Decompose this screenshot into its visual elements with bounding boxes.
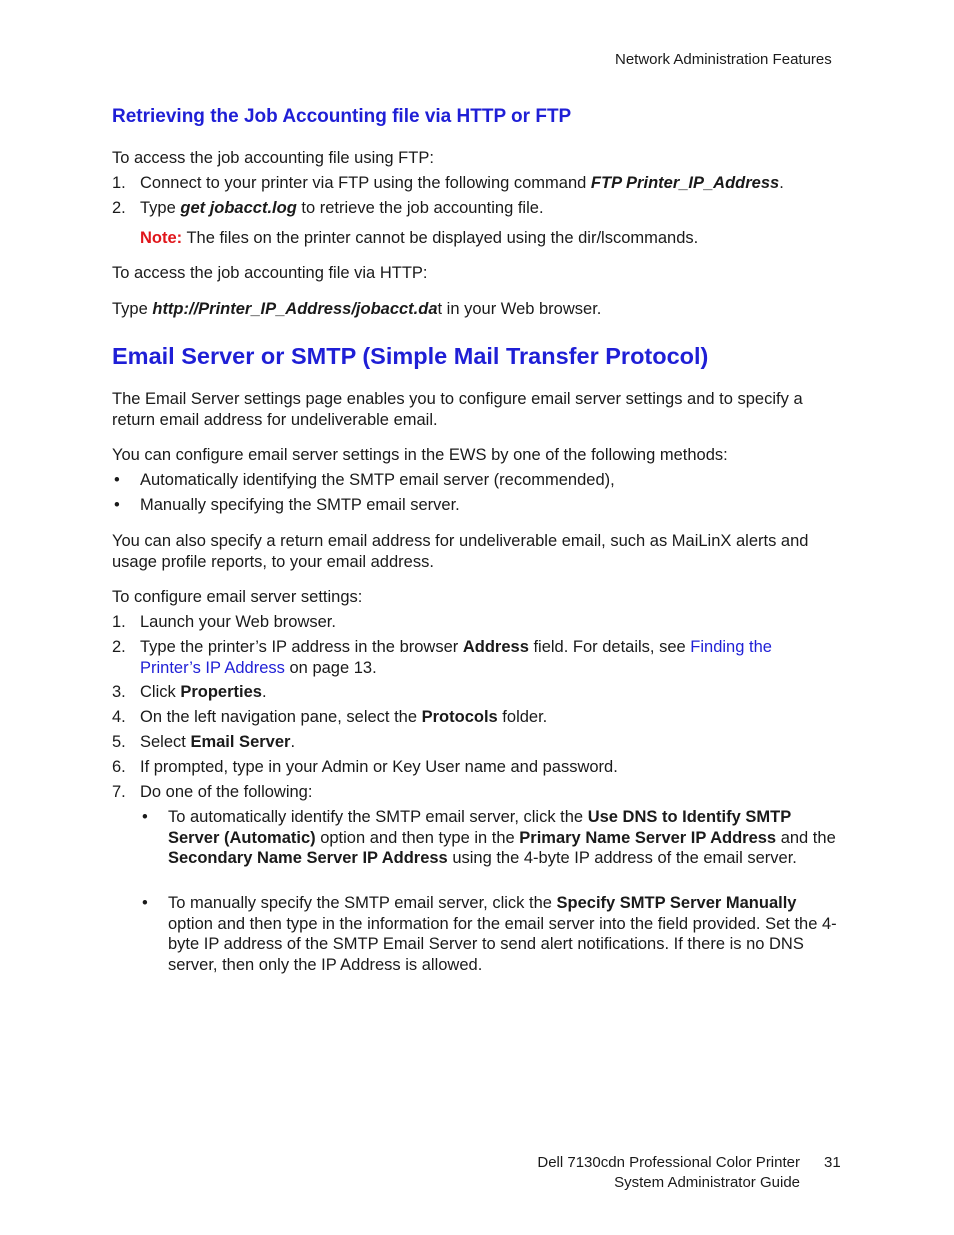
http-intro: To access the job accounting file via HTTP: [112,264,428,282]
http-url: http://Printer_IP_Address/jobacct.da [152,300,438,318]
email-intro-paragraph: The Email Server settings page enables you to configure email server settings and to specify a return email address for undeliverable email. [112,390,803,429]
return-address-paragraph: You can also specify a return email address for undeliverable email, such as MaiLinX alerts and usage profile reports, to your email address. [112,532,809,571]
get-command: get jobacct.log [180,199,297,217]
step-text: Type get jobacct.log to retrieve the job accounting file. [140,199,544,217]
bullet-icon: • [114,496,120,514]
bullet-icon: • [142,808,148,826]
note-text: The files on the printer cannot be displayed using the dir/lscommands. [182,229,699,247]
footer-product: Dell 7130cdn Professional Color Printer [537,1154,800,1171]
page-number: 31 [824,1154,841,1171]
running-header: Network Administration Features [615,51,832,68]
step-number: 2. [112,199,126,217]
note-label: Note: [140,229,183,247]
step-text: Connect to your printer via FTP using the following command FTP Printer_IP_Address. [140,174,784,192]
finding-ip-address-link[interactable]: Finding the Printer’s IP Address [140,638,772,677]
step-number: 1. [112,174,126,192]
email-server-heading: Email Server or SMTP (Simple Mail Transfer Protocol) [112,343,709,369]
bullet-icon: • [142,894,148,912]
methods-intro: You can configure email server settings in the EWS by one of the following methods: [112,446,728,464]
http-instruction: Type http://Printer_IP_Address/jobacct.dat in your Web browser. [112,300,602,318]
bullet-icon: • [114,471,120,489]
ftp-intro: To access the job accounting file using FTP: [112,149,434,167]
job-accounting-heading: Retrieving the Job Accounting file via HTTP or FTP [112,106,572,127]
footer-guide: System Administrator Guide [614,1174,800,1191]
note [140,228,698,249]
ftp-command: FTP Printer_IP_Address [590,174,780,192]
config-intro: To configure email server settings: [112,588,363,606]
